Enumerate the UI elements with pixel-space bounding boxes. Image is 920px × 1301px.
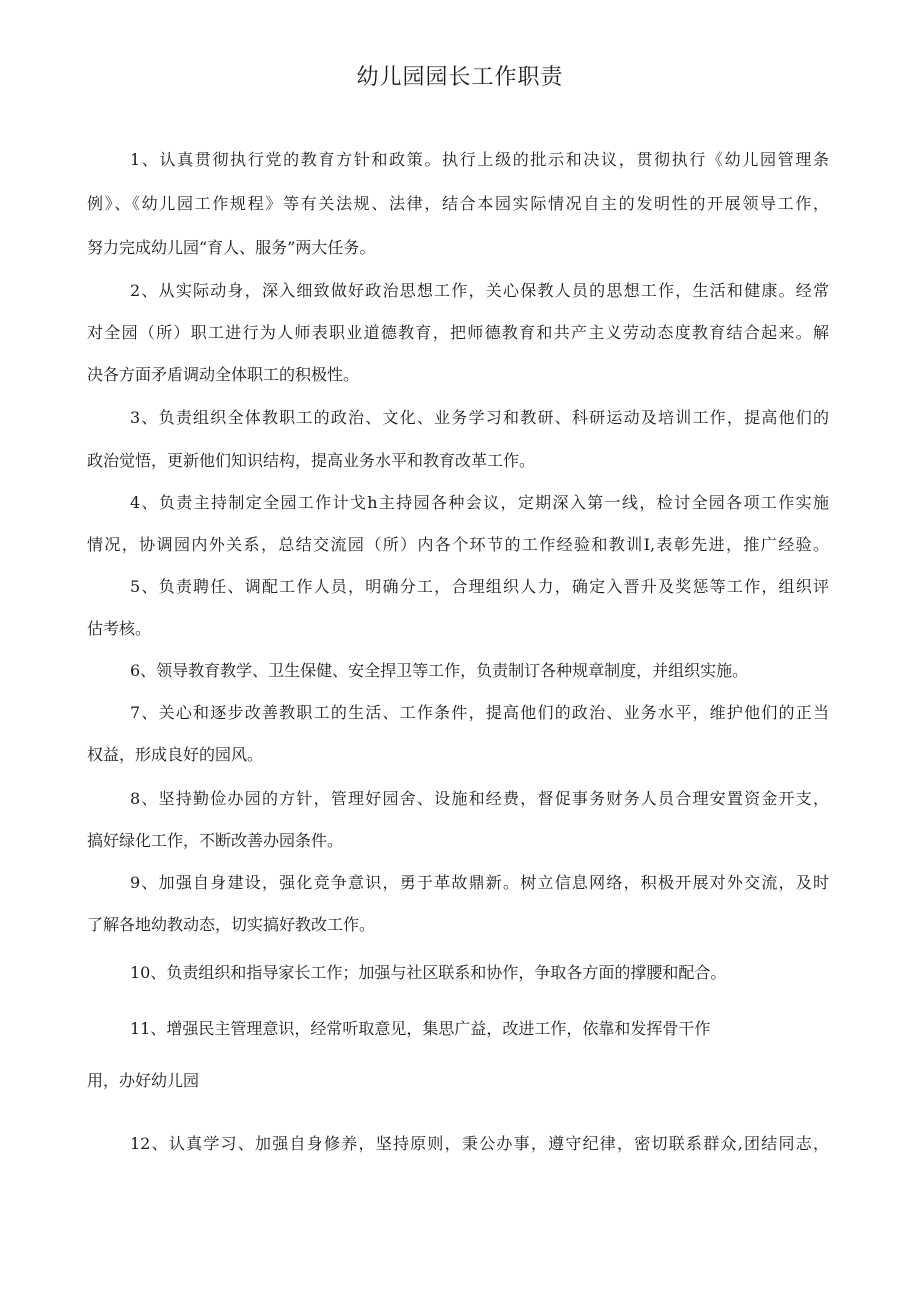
item-1-line-1: 1、认真贯彻执行党的教育方针和政策。执行上级的批示和决议，贯彻执行《幼儿园管理条 bbox=[130, 150, 829, 169]
item-7-line-2: 权益，形成良好的园风。 bbox=[87, 745, 264, 764]
item-1-line-2: 例》、《幼儿园工作规程》等有关法规、法律，结合本园实际情况自主的发明性的开展领导工作， bbox=[87, 194, 829, 213]
item-9-line-1: 9、加强自身建设，强化竞争意识，勇于革故鼎新。树立信息网络，积极开展对外交流，及时 bbox=[130, 873, 829, 892]
item-3-line-2: 政治觉悟，更新他们知识结构，提高业务水平和教育改革工作。 bbox=[87, 451, 536, 470]
item-4-line-2: 情况，协调园内外关系，总结交流园（所）内各个环节的工作经验和教训I,表彰先进，推广经验。 bbox=[87, 535, 829, 554]
item-2-line-3: 决各方面矛盾调动全体职工的积极性。 bbox=[87, 365, 360, 384]
item-2-line-1: 2、从实际动身，深入细致做好政治思想工作，关心保教人员的思想工作，生活和健康。经常 bbox=[130, 281, 829, 300]
item-11-line-1: 11、增强民主管理意识，经常听取意见，集思广益，改进工作，依靠和发挥骨干作 bbox=[130, 1019, 711, 1038]
item-11-line-2: 用，办好幼儿园 bbox=[87, 1071, 200, 1090]
item-4-line-1: 4、负责主持制定全园工作计戈h主持园各种会议，定期深入第一线，检讨全园各项工作实施 bbox=[130, 493, 829, 512]
item-5-line-2: 估考核。 bbox=[87, 619, 152, 638]
item-9-line-2: 了解各地幼教动态，切实搞好教改工作。 bbox=[87, 915, 376, 934]
item-6-line-1: 6、领导教育教学、卫生保健、安全捍卫等工作，负责制订各种规章制度，并组织实施。 bbox=[130, 661, 749, 680]
item-3-line-1: 3、负责组织全体教职工的政治、文化、业务学习和教研、科研运动及培训工作，提高他们的 bbox=[130, 408, 829, 427]
item-7-line-1: 7、关心和逐步改善教职工的生活、工作条件，提高他们的政治、业务水平，维护他们的正当 bbox=[130, 703, 829, 722]
item-5-line-1: 5、负责聘任、调配工作人员，明确分工，合理组织人力，确定入晋升及奖惩等工作，组织评 bbox=[130, 577, 829, 596]
item-8-line-1: 8、坚持勤俭办园的方针，管理好园舍、设施和经费，督促事务财务人员合理安置资金开支， bbox=[130, 789, 829, 808]
item-10-line-1: 10、负责组织和指导家长工作；加强与社区联系和协作，争取各方面的撑腰和配合。 bbox=[130, 963, 727, 982]
page-title: 幼儿园园长工作职责 bbox=[356, 65, 564, 90]
item-1-line-3: 努力完成幼儿园“育人、服务”两大任务。 bbox=[87, 238, 376, 257]
item-8-line-2: 搞好绿化工作，不断改善办园条件。 bbox=[87, 831, 344, 850]
item-2-line-2: 对全园（所）职工进行为人师表职业道德教育，把师德教育和共产主义劳动态度教育结合起来。解 bbox=[87, 323, 829, 342]
item-12-line-1: 12、认真学习、加强自身修养，坚持原则，秉公办事，遵守纪律，密切联系群众,团结同志， bbox=[130, 1134, 829, 1153]
